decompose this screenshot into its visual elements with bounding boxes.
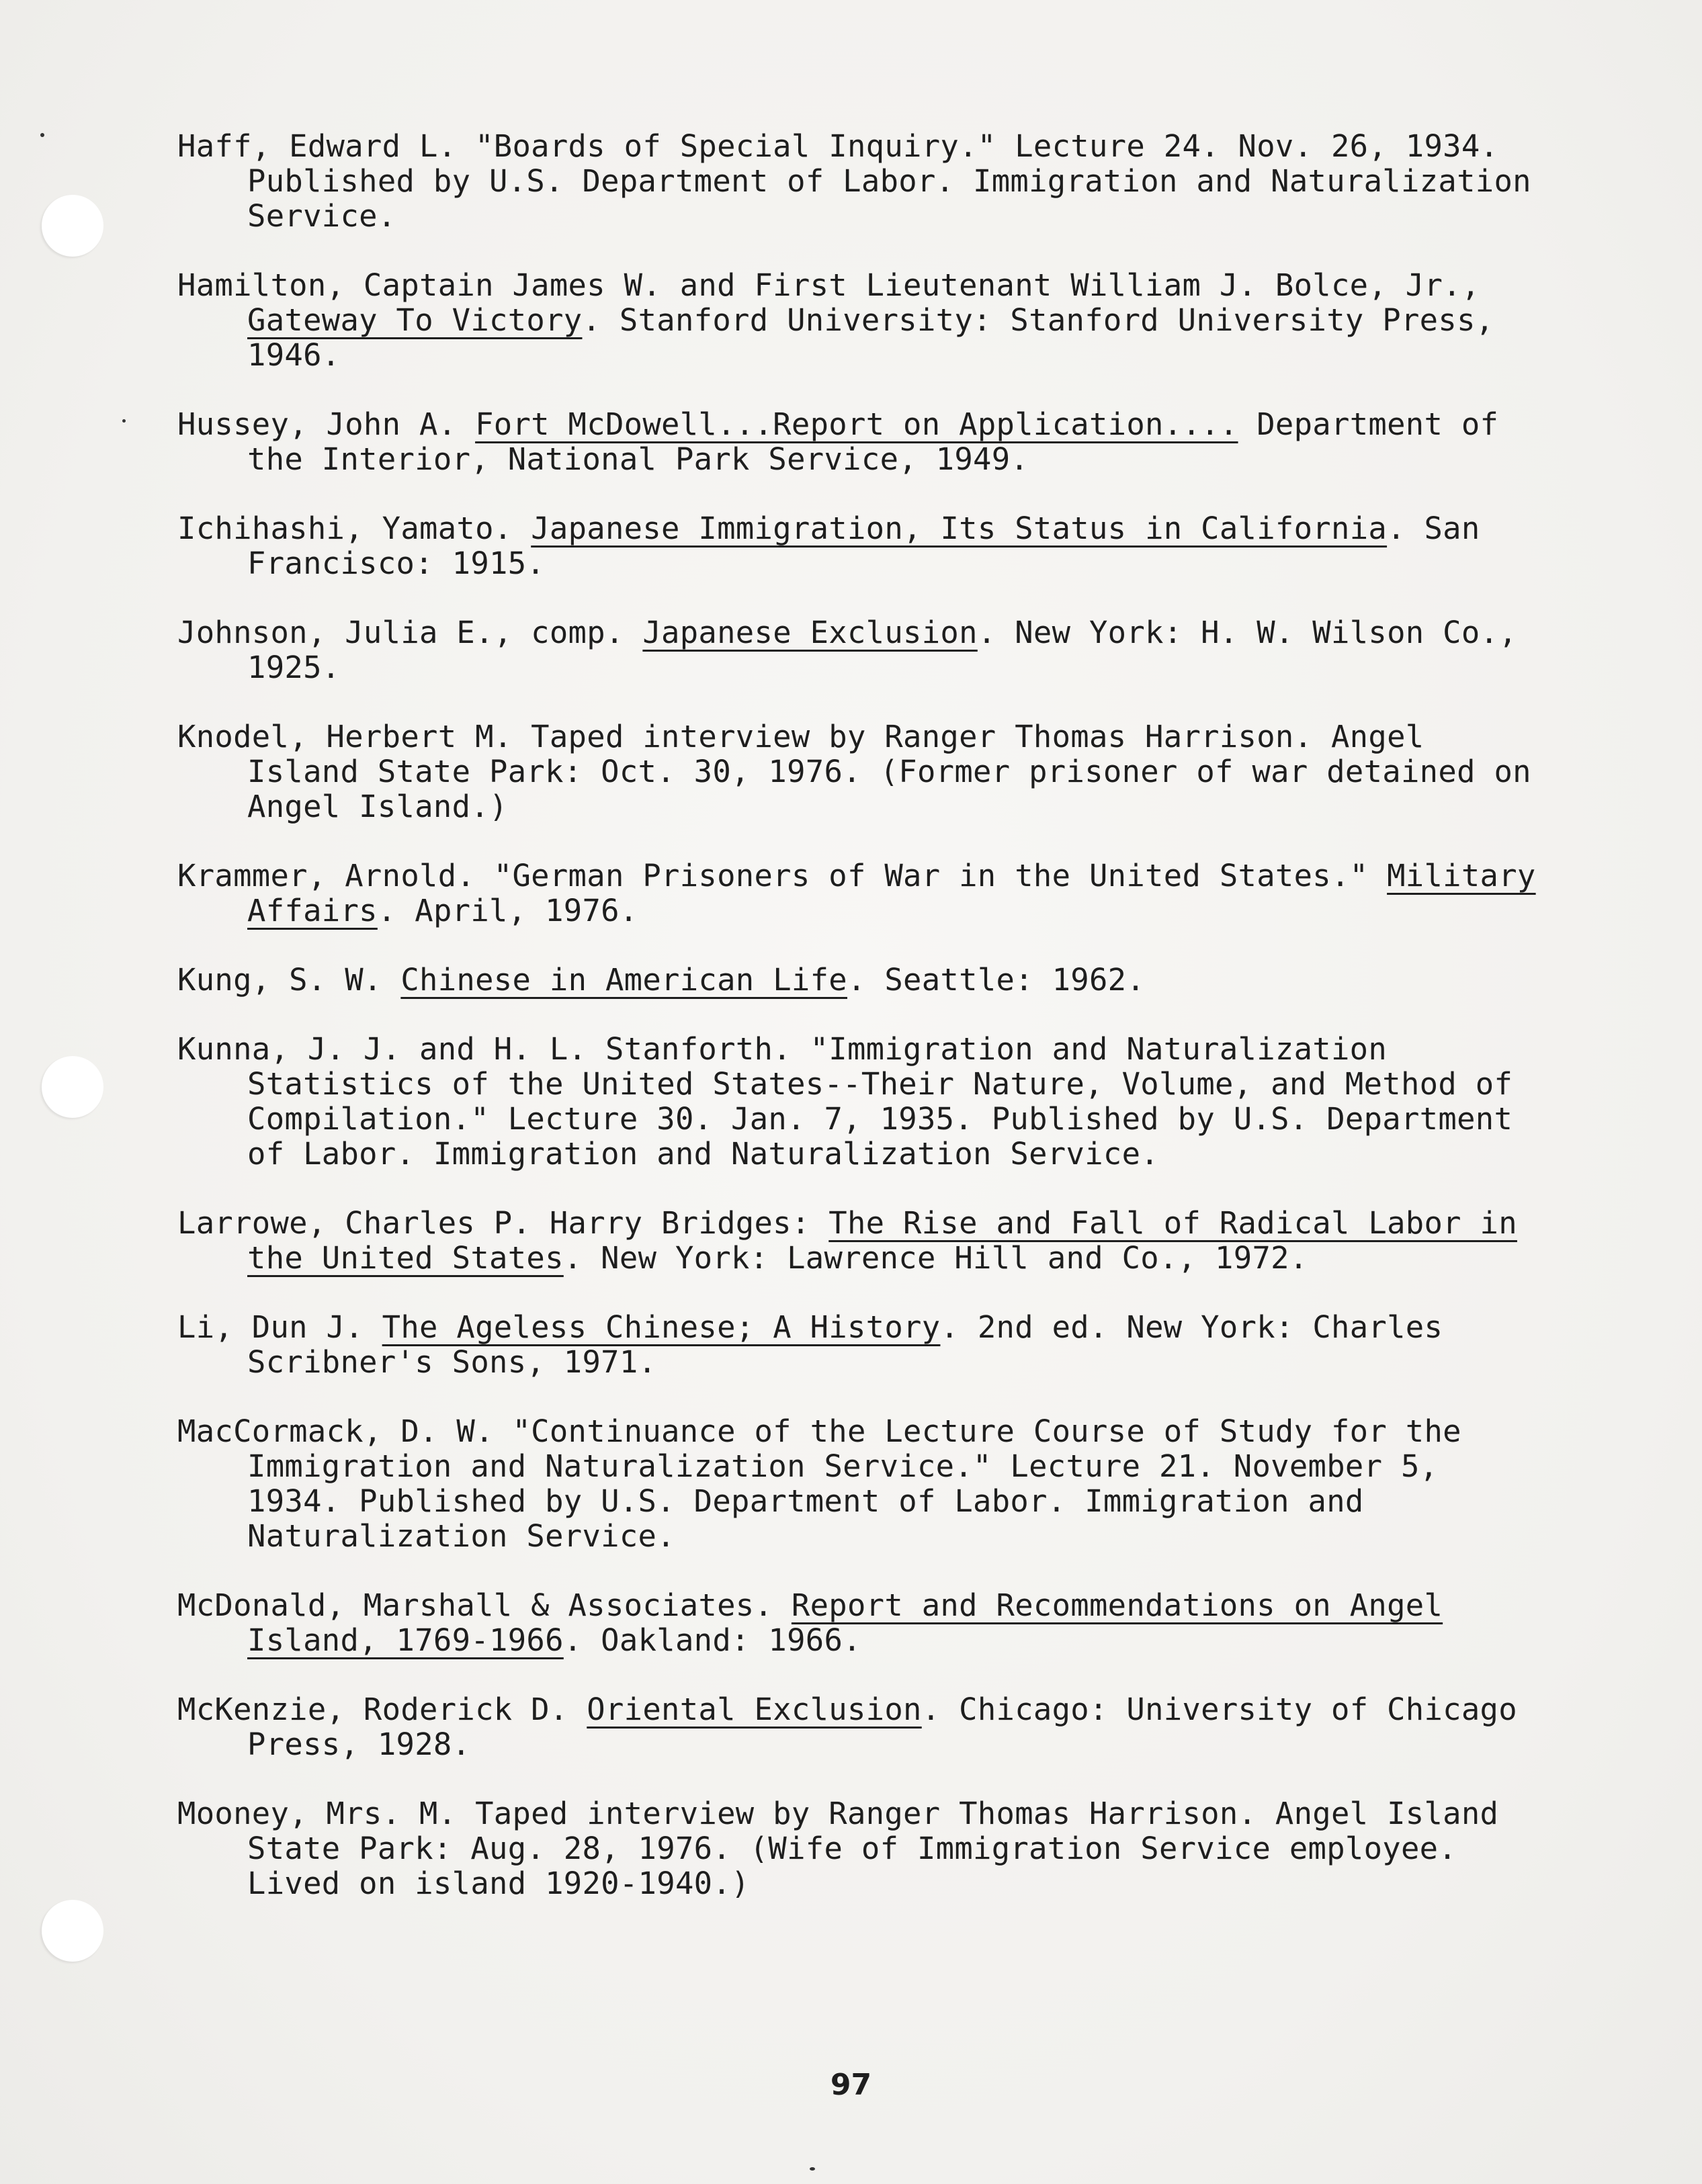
entry-text: Department of the Interior, National Park Service, 1949. <box>247 406 1499 477</box>
entry-text: Mooney, Mrs. M. Taped interview by Ranger Thomas Harrison. Angel Island State Park: Aug. 28, 1976. (Wife of Immigration Service employee. Lived on island 1920-1940.) <box>177 1796 1499 1901</box>
bibliography-entry <box>177 615 1548 685</box>
bibliography-entry <box>177 859 1548 928</box>
entry-title: Chinese in American Life <box>400 962 847 998</box>
entry-text: . New York: Lawrence Hill and Co., 1972. <box>563 1240 1308 1276</box>
entry-text: McKenzie, Roderick D. <box>177 1692 587 1727</box>
entry-text: Larrowe, Charles P. Harry Bridges: <box>177 1205 829 1241</box>
entry-text: Krammer, Arnold. "German Prisoners of War in the United States." <box>177 858 1388 893</box>
entry-text: Hussey, John A. <box>177 406 476 442</box>
entry-text: Hamilton, Captain James W. and First Lieutenant William J. Bolce, Jr., <box>177 267 1480 303</box>
entry-text: Johnson, Julia E., comp. <box>177 615 643 650</box>
punch-hole-bottom <box>42 1900 103 1962</box>
punch-hole-middle <box>42 1056 103 1118</box>
entry-title: Japanese Immigration, Its Status in California <box>531 511 1388 546</box>
entry-title: Military Affairs <box>247 858 1536 928</box>
entry-text: Knodel, Herbert M. Taped interview by Ranger Thomas Harrison. Angel Island State Park: Oct. 30, 1976. (Former prisoner of war detained on Angel Island.) <box>177 719 1531 824</box>
entry-text: . April, 1976. <box>377 893 638 928</box>
bibliography-entry <box>177 1588 1548 1658</box>
entry-text: . 2nd ed. New York: Charles Scribner's Sons, 1971. <box>247 1309 1443 1380</box>
bibliography-entry <box>177 511 1548 581</box>
entry-text: . New York: H. W. Wilson Co., 1925. <box>247 615 1517 685</box>
bibliography-entry <box>177 1414 1548 1554</box>
bibliography-entry <box>177 1032 1548 1172</box>
bibliography-entry <box>177 407 1548 477</box>
entry-text: Kung, S. W. <box>177 962 401 998</box>
entry-text: McDonald, Marshall & Associates. <box>177 1587 792 1623</box>
scan-speck <box>122 419 126 423</box>
entry-title: Fort McDowell...Report on Application.... <box>475 406 1238 442</box>
entry-text: . San Francisco: 1915. <box>247 511 1480 581</box>
entry-title: The Rise and Fall of Radical Labor in the United States <box>247 1205 1517 1276</box>
bibliography-list <box>177 129 1548 1935</box>
bibliography-entry <box>177 129 1548 234</box>
entry-title: Gateway To Victory <box>247 302 583 338</box>
entry-title: Report and Recommendations on Angel Island, 1769-1966 <box>247 1587 1443 1658</box>
bibliography-entry <box>177 963 1548 998</box>
bibliography-entry <box>177 1796 1548 1901</box>
entry-title: The Ageless Chinese; A History <box>382 1309 941 1345</box>
entry-text: Li, Dun J. <box>177 1309 382 1345</box>
entry-text: Kunna, J. J. and H. L. Stanforth. "Immigration and Naturalization Statistics of the United States--Their Nature, Volume, and Method of Compilation." Lecture 30. Jan. 7, 1935. Published by U.S. Department of Labor. Immigration and Naturalization Service. <box>177 1031 1513 1172</box>
bibliography-entry <box>177 1310 1548 1380</box>
page-number: 97 <box>830 2068 872 2102</box>
bibliography-entry <box>177 1206 1548 1276</box>
scan-speck <box>40 133 44 137</box>
entry-text: . Stanford University: Stanford University Press, 1946. <box>247 302 1494 373</box>
entry-text: Haff, Edward L. "Boards of Special Inquiry." Lecture 24. Nov. 26, 1934. Published by U.S. Department of Labor. Immigration and Naturalization Service. <box>177 128 1531 234</box>
bibliography-entry <box>177 719 1548 824</box>
entry-text: Ichihashi, Yamato. <box>177 511 531 546</box>
punch-hole-top <box>42 195 103 257</box>
bibliography-entry <box>177 1692 1548 1762</box>
entry-text: . Oakland: 1966. <box>563 1622 861 1658</box>
entry-text: . Seattle: 1962. <box>847 962 1146 998</box>
entry-title: Japanese Exclusion <box>642 615 978 650</box>
entry-text: . Chicago: University of Chicago Press, 1928. <box>247 1692 1517 1762</box>
entry-text: MacCormack, D. W. "Continuance of the Lecture Course of Study for the Immigration and Naturalization Service." Lecture 21. November 5, 1934. Published by U.S. Department of Labor. Immigration and Naturalization Service. <box>177 1413 1461 1554</box>
scan-speck <box>810 2167 815 2171</box>
entry-title: Oriental Exclusion <box>587 1692 922 1727</box>
bibliography-entry <box>177 268 1548 373</box>
